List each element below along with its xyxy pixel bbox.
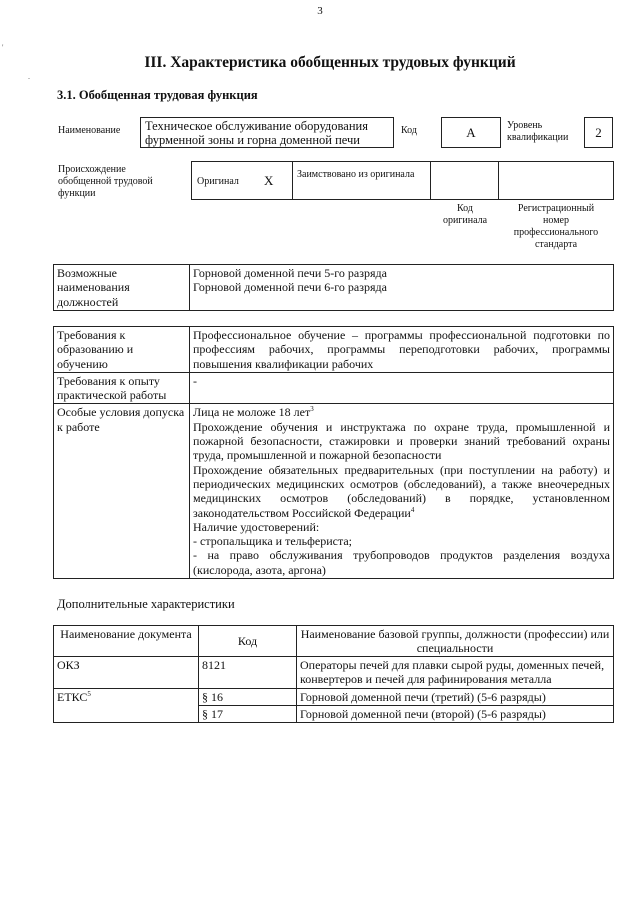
function-name-value: Техническое обслуживание оборудования фурменной зоны и горна доменной печи bbox=[140, 117, 394, 148]
condition-medical bbox=[193, 463, 610, 520]
condition-medical-text: Прохождение обязательных предварительных (при поступлении на работу) и периодических медицинских осмотров (обследований), а также внеочередных медицинских осмотров (обследований) в порядке, установленном законодательством Российской Федерации bbox=[193, 462, 610, 520]
condition-cert: - на право обслуживания трубопроводов продуктов разделения воздуха (кислорода, азота, аргона) bbox=[193, 548, 610, 577]
etks-doc bbox=[54, 688, 199, 723]
etks-name: Горновой доменной печи (второй) (5-6 разряды) bbox=[297, 705, 614, 722]
footnote-ref: 5 bbox=[87, 689, 91, 698]
education-label: Требования к образованию и обучению bbox=[54, 327, 190, 373]
footnote-ref: 3 bbox=[310, 405, 314, 414]
original-mark: X bbox=[264, 173, 274, 188]
code-original-caption: Код оригинала bbox=[442, 203, 488, 226]
borrowed-label: Заимствовано из оригинала bbox=[297, 169, 415, 180]
etks-code: § 16 bbox=[199, 688, 297, 705]
level-value: 2 bbox=[584, 117, 613, 148]
positions-table bbox=[53, 264, 614, 311]
level-label: Уровень квалификации bbox=[507, 120, 569, 143]
positions-label: Возможные наименования должностей bbox=[54, 265, 190, 311]
okz-name: Операторы печей для плавки сырой руды, доменных печей, конвертеров и печей для рафинирования металла bbox=[297, 657, 614, 689]
experience-value: - bbox=[190, 372, 614, 404]
scan-mark: ' bbox=[2, 43, 4, 52]
scan-mark: . bbox=[28, 72, 30, 81]
position-line: Горновой доменной печи 6-го разряда bbox=[193, 280, 387, 295]
section-title: III. Характеристика обобщенных трудовых функций bbox=[144, 54, 516, 71]
code-value: А bbox=[441, 117, 501, 148]
okz-code: 8121 bbox=[199, 657, 297, 689]
etks-name: Горновой доменной печи (третий) (5-6 разряды) bbox=[297, 688, 614, 705]
conditions-label: Особые условия допуска к работе bbox=[54, 404, 190, 579]
etks-code: § 17 bbox=[199, 705, 297, 722]
additional-table bbox=[53, 625, 614, 723]
footnote-ref: 4 bbox=[410, 505, 415, 514]
condition-age bbox=[193, 405, 610, 419]
reg-number-caption: Регистрационный номер профессионального стандарта bbox=[513, 203, 599, 250]
experience-label: Требования к опыту практической работы bbox=[54, 372, 190, 404]
divider bbox=[498, 161, 499, 200]
col-doc-header: Наименование документа bbox=[54, 626, 199, 657]
divider bbox=[292, 161, 293, 200]
condition-training: Прохождение обучения и инструктажа по охране труда, промышленной и пожарной безопасности, стажировки и проверки знаний требований охраны труда, промышленной и пожарной безопасности bbox=[193, 419, 610, 463]
col-code-header: Код bbox=[199, 626, 297, 657]
divider bbox=[430, 161, 431, 200]
original-label: Оригинал bbox=[197, 176, 239, 187]
requirements-table bbox=[53, 326, 614, 579]
page-number: 3 bbox=[317, 5, 323, 17]
education-value: Профессиональное обучение – программы профессиональной подготовки по профессиям рабочих, программы переподготовки рабочих, программы повышения квалификации рабочих bbox=[190, 327, 614, 373]
etks-doc-text: ЕТКС bbox=[57, 689, 88, 704]
condition-cert: - стропальщика и тельфериста; bbox=[193, 534, 353, 549]
condition-certs-intro: Наличие удостоверений: bbox=[193, 519, 320, 534]
condition-age-text: Лица не моложе 18 лет bbox=[193, 405, 311, 420]
okz-doc: ОКЗ bbox=[54, 657, 199, 689]
origin-label: Происхождение обобщенной трудовой функции bbox=[58, 164, 153, 199]
subsection-title: 3.1. Обобщенная трудовая функция bbox=[57, 88, 258, 102]
code-label: Код bbox=[401, 125, 417, 136]
col-name-header: Наименование базовой группы, должности (профессии) или специальности bbox=[297, 626, 614, 657]
conditions-value bbox=[190, 404, 614, 579]
name-label: Наименование bbox=[58, 125, 121, 136]
position-line: Горновой доменной печи 5-го разряда bbox=[193, 266, 387, 280]
additional-caption: Дополнительные характеристики bbox=[57, 597, 235, 611]
positions-value bbox=[190, 265, 614, 311]
